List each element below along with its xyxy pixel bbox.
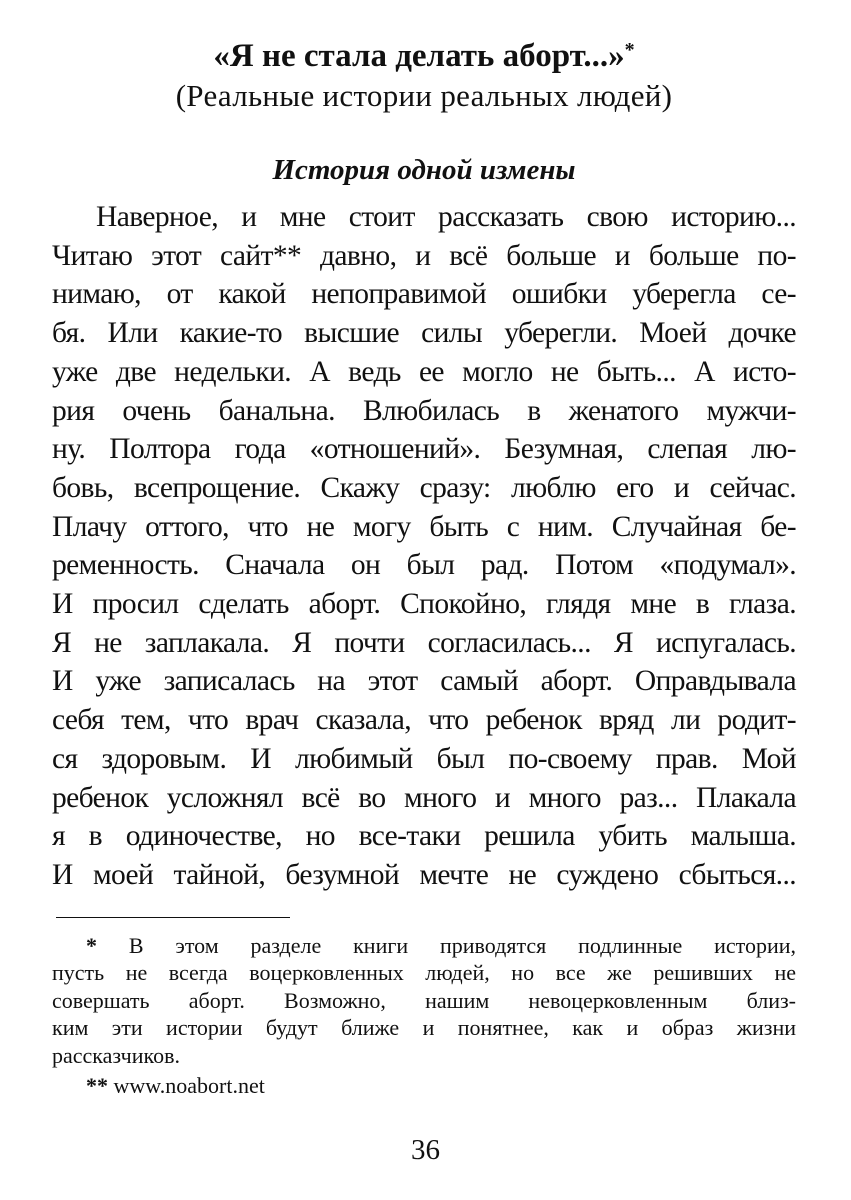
story-line: Читаю этот сайт** давно, и всё больше и больше по- <box>52 239 796 272</box>
footnote-line: пусть не всегда воцерковленных людей, но все же решивших не <box>52 960 796 986</box>
footnote-1-line-text: В этом разделе книги приводятся подлинные истории, <box>128 932 796 958</box>
footnote-2-mark: ** <box>86 1073 108 1099</box>
story-line: И просил сделать аборт. Спокойно, глядя мне в глаза. <box>52 588 796 621</box>
story-line: бовь, всепрощение. Скажу сразу: люблю его и сейчас. <box>52 471 796 504</box>
story-line: себя тем, что врач сказала, что ребенок вряд ли родит- <box>52 704 796 737</box>
footnote-1 <box>52 932 796 1070</box>
section-title-footnote-mark: * <box>624 39 635 61</box>
story-line: уже две недельки. А ведь ее могло не быть... А исто- <box>52 355 796 388</box>
page-number: 36 <box>411 1134 440 1166</box>
story-line: ребенок усложнял всё во много и много раз... Плакала <box>52 781 796 814</box>
section-title <box>52 30 796 76</box>
footnote-line: ким эти истории будут ближе и понятнее, как и образ жизни <box>52 1015 796 1041</box>
footnote-1-mark: * <box>86 932 97 958</box>
story-line: рия очень банальна. Влюбилась в женатого мужчи- <box>52 394 796 427</box>
story-line: ся здоровым. И любимый был по-своему прав. Мой <box>52 742 796 775</box>
story-line: я в одиночестве, но все-таки решила убить малыша. <box>52 820 796 853</box>
story-line: И уже записалась на этот самый аборт. Оправдывала <box>52 665 796 698</box>
story-line: нимаю, от какой непоправимой ошибки уберегла се- <box>52 278 796 311</box>
story-title: История одной измены <box>272 154 576 186</box>
footnote-2-link-text: www.noabort.net <box>113 1073 265 1099</box>
story-line: бя. Или какие-то высшие силы уберегли. Моей дочке <box>52 317 796 350</box>
footnote-divider <box>56 917 290 918</box>
story-line: ну. Полтора года «отношений». Безумная, слепая лю- <box>52 433 796 466</box>
footnote-line: совершать аборт. Возможно, нашим невоцерковленным близ- <box>52 987 796 1013</box>
section-subtitle: (Реальные истории реальных людей) <box>175 78 673 113</box>
book-page <box>52 30 796 1100</box>
story-line: Я не заплакала. Я почти согласилась... Я испугалась. <box>52 626 796 659</box>
story-line: ременность. Сначала он был рад. Потом «подумал». <box>52 549 796 582</box>
footnote-line <box>52 932 796 960</box>
footnotes <box>52 932 796 1100</box>
section-title-text: «Я не стала делать аборт...» <box>213 38 625 74</box>
story-line: Плачу оттого, что не могу быть с ним. Случайная бе- <box>52 510 796 543</box>
story-line: Наверное, и мне стоит рассказать свою историю... <box>96 201 796 233</box>
footnote-line: рассказчиков. <box>52 1042 180 1068</box>
footnote-2 <box>52 1072 796 1100</box>
story-body <box>52 198 796 895</box>
story-line: И моей тайной, безумной мечте не суждено сбыться... <box>52 858 796 891</box>
